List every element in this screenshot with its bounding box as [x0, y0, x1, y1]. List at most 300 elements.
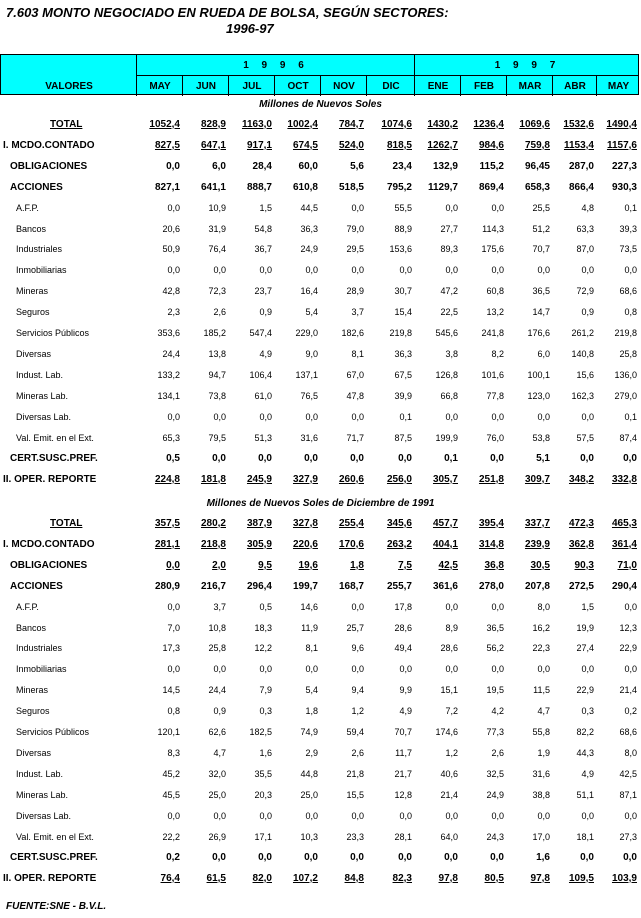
- cell-value: 9,4: [351, 685, 364, 695]
- title-line-2: 1996-97: [226, 21, 274, 36]
- cell-value: 55,8: [532, 727, 550, 737]
- cell-value: 296,4: [246, 581, 272, 592]
- table-row: [0, 685, 641, 701]
- cell-value: 27,3: [619, 832, 637, 842]
- cell-value: 0,0: [351, 412, 364, 422]
- cell-value: 395,4: [478, 518, 504, 529]
- cell-value: 0,0: [166, 161, 180, 172]
- row-label: Bancos: [16, 623, 47, 633]
- cell-value: 32,5: [486, 769, 504, 779]
- cell-value: 76,5: [300, 391, 318, 401]
- cell-value: 224,8: [154, 474, 180, 485]
- cell-value: 100,1: [527, 370, 550, 380]
- cell-value: 759,8: [524, 140, 550, 151]
- cell-value: 106,4: [249, 370, 272, 380]
- cell-value: 0,1: [444, 453, 458, 464]
- cell-value: 40,6: [440, 769, 458, 779]
- cell-value: 332,8: [611, 474, 637, 485]
- cell-value: 0,0: [213, 811, 226, 821]
- cell-value: 0,0: [624, 602, 637, 612]
- cell-value: 0,0: [213, 664, 226, 674]
- cell-value: 1262,7: [427, 140, 458, 151]
- cell-value: 35,5: [254, 769, 272, 779]
- table-row: [0, 286, 641, 302]
- cell-value: 8,0: [537, 602, 550, 612]
- cell-value: 115,2: [479, 161, 504, 172]
- cell-value: 3,8: [445, 349, 458, 359]
- cell-value: 0,0: [258, 852, 272, 863]
- cell-value: 0,0: [212, 453, 226, 464]
- cell-value: 140,8: [571, 349, 594, 359]
- cell-value: 0,5: [166, 453, 180, 464]
- cell-value: 60,0: [298, 161, 318, 172]
- table-row: [0, 581, 641, 597]
- cell-value: 827,1: [154, 182, 180, 193]
- cell-value: 245,9: [246, 474, 272, 485]
- table-row: [0, 474, 641, 490]
- cell-value: 24,3: [486, 832, 504, 842]
- table-row: [0, 832, 641, 848]
- cell-value: 0,0: [167, 265, 180, 275]
- table-row: [0, 602, 641, 618]
- cell-value: 23,4: [392, 161, 412, 172]
- cell-value: 174,6: [435, 727, 458, 737]
- table-row: [0, 852, 641, 868]
- cell-value: 56,2: [486, 643, 504, 653]
- month-header-nov: NOV: [333, 81, 355, 92]
- month-header-may: MAY: [149, 81, 171, 92]
- cell-value: 36,3: [300, 224, 318, 234]
- cell-value: 290,4: [611, 581, 637, 592]
- cell-value: 123,0: [527, 391, 550, 401]
- row-label: Servicios Públicos: [16, 727, 90, 737]
- cell-value: 70,7: [394, 727, 412, 737]
- cell-value: 0,0: [398, 453, 412, 464]
- cell-value: 272,5: [568, 581, 594, 592]
- cell-value: 103,9: [611, 873, 637, 884]
- cell-value: 65,3: [162, 433, 180, 443]
- cell-value: 0,0: [351, 664, 364, 674]
- cell-value: 28,1: [394, 832, 412, 842]
- cell-value: 0,0: [490, 453, 504, 464]
- cell-value: 353,6: [157, 328, 180, 338]
- cell-value: 28,9: [346, 286, 364, 296]
- cell-value: 15,1: [440, 685, 458, 695]
- row-label: A.F.P.: [16, 602, 39, 612]
- cell-value: 0,8: [624, 307, 637, 317]
- cell-value: 133,2: [157, 370, 180, 380]
- cell-value: 0,0: [491, 412, 504, 422]
- cell-value: 82,3: [392, 873, 412, 884]
- cell-value: 22,2: [162, 832, 180, 842]
- cell-value: 524,0: [338, 140, 364, 151]
- cell-value: 182,5: [249, 727, 272, 737]
- cell-value: 1074,6: [381, 119, 412, 130]
- month-header-feb: FEB: [474, 81, 494, 92]
- section-title: Millones de Nuevos Soles de Diciembre de 1991: [206, 498, 435, 509]
- cell-value: 0,0: [580, 852, 594, 863]
- cell-value: 28,4: [252, 161, 272, 172]
- cell-value: 869,4: [478, 182, 504, 193]
- cell-value: 1,9: [537, 748, 550, 758]
- cell-value: 387,9: [246, 518, 272, 529]
- cell-value: 4,2: [491, 706, 504, 716]
- table-row: [0, 539, 641, 555]
- cell-value: 24,9: [486, 790, 504, 800]
- cell-value: 14,6: [300, 602, 318, 612]
- cell-value: 0,0: [213, 412, 226, 422]
- row-label: CERT.SUSC.PREF.: [10, 453, 98, 464]
- row-label: ACCIONES: [10, 581, 63, 592]
- cell-value: 31,6: [532, 769, 550, 779]
- cell-value: 16,2: [532, 623, 550, 633]
- cell-value: 260,6: [338, 474, 364, 485]
- cell-value: 0,0: [166, 560, 180, 571]
- row-label: Diversas Lab.: [16, 412, 72, 422]
- table-header: [0, 54, 639, 95]
- cell-value: 545,6: [435, 328, 458, 338]
- cell-value: 0,1: [399, 412, 412, 422]
- cell-value: 4,9: [581, 769, 594, 779]
- row-label: Seguros: [16, 706, 50, 716]
- cell-value: 281,1: [154, 539, 180, 550]
- cell-value: 0,0: [305, 664, 318, 674]
- row-label: II. OPER. REPORTE: [3, 474, 97, 485]
- cell-value: 71,0: [617, 560, 637, 571]
- valores-header: VALORES: [45, 81, 93, 92]
- cell-value: 67,5: [394, 370, 412, 380]
- cell-value: 0,0: [624, 265, 637, 275]
- cell-value: 24,9: [300, 244, 318, 254]
- table-row: [0, 224, 641, 240]
- cell-value: 2,3: [167, 307, 180, 317]
- cell-value: 80,5: [484, 873, 504, 884]
- cell-value: 10,9: [208, 203, 226, 213]
- cell-value: 1430,2: [427, 119, 458, 130]
- cell-value: 0,0: [212, 852, 226, 863]
- table-row: [0, 433, 641, 449]
- cell-value: 14,5: [162, 685, 180, 695]
- cell-value: 120,1: [157, 727, 180, 737]
- cell-value: 2,0: [212, 560, 226, 571]
- cell-value: 0,5: [259, 602, 272, 612]
- table-row: [0, 412, 641, 428]
- cell-value: 42,5: [438, 560, 458, 571]
- cell-value: 38,8: [532, 790, 550, 800]
- cell-value: 0,0: [624, 664, 637, 674]
- cell-value: 22,3: [532, 643, 550, 653]
- cell-value: 53,8: [532, 433, 550, 443]
- cell-value: 82,0: [252, 873, 272, 884]
- cell-value: 0,0: [581, 664, 594, 674]
- row-label: Val. Emit. en el Ext.: [16, 433, 94, 443]
- cell-value: 25,0: [208, 790, 226, 800]
- row-label: Diversas Lab.: [16, 811, 72, 821]
- table-row: [0, 328, 641, 344]
- cell-value: 96,45: [524, 161, 550, 172]
- cell-value: 0,0: [167, 811, 180, 821]
- cell-value: 101,6: [481, 370, 504, 380]
- cell-value: 0,0: [491, 265, 504, 275]
- cell-value: 26,9: [208, 832, 226, 842]
- row-label: Diversas: [16, 748, 52, 758]
- cell-value: 22,5: [440, 307, 458, 317]
- row-label: Industriales: [16, 643, 63, 653]
- cell-value: 17,8: [394, 602, 412, 612]
- month-header-may: MAY: [607, 81, 630, 92]
- cell-value: 0,0: [537, 265, 550, 275]
- cell-value: 0,0: [581, 811, 594, 821]
- cell-value: 241,8: [481, 328, 504, 338]
- cell-value: 47,2: [440, 286, 458, 296]
- cell-value: 51,1: [576, 790, 594, 800]
- cell-value: 357,5: [154, 518, 180, 529]
- cell-value: 181,8: [200, 474, 226, 485]
- cell-value: 54,8: [254, 224, 272, 234]
- cell-value: 0,0: [167, 664, 180, 674]
- cell-value: 0,0: [445, 811, 458, 821]
- cell-value: 16,4: [300, 286, 318, 296]
- year-1996-header: 1 9 9 6: [243, 60, 309, 71]
- cell-value: 1129,7: [427, 182, 458, 193]
- cell-value: 1,6: [536, 852, 550, 863]
- cell-value: 185,2: [203, 328, 226, 338]
- cell-value: 4,9: [259, 349, 272, 359]
- cell-value: 0,0: [350, 453, 364, 464]
- cell-value: 1,5: [259, 203, 272, 213]
- cell-value: 15,6: [576, 370, 594, 380]
- cell-value: 32,0: [208, 769, 226, 779]
- cell-value: 24,4: [208, 685, 226, 695]
- table-row: [0, 643, 641, 659]
- cell-value: 930,3: [611, 182, 637, 193]
- row-label: OBLIGACIONES: [10, 161, 88, 172]
- cell-value: 0,0: [537, 664, 550, 674]
- cell-value: 6,0: [212, 161, 226, 172]
- cell-value: 216,7: [200, 581, 226, 592]
- cell-value: 641,1: [200, 182, 226, 193]
- cell-value: 345,6: [386, 518, 412, 529]
- cell-value: 97,8: [438, 873, 458, 884]
- cell-value: 256,0: [386, 474, 412, 485]
- cell-value: 314,8: [478, 539, 504, 550]
- cell-value: 14,7: [532, 307, 550, 317]
- row-label: II. OPER. REPORTE: [3, 873, 97, 884]
- cell-value: 76,0: [486, 433, 504, 443]
- cell-value: 23,7: [254, 286, 272, 296]
- cell-value: 2,9: [305, 748, 318, 758]
- cell-value: 1,6: [259, 748, 272, 758]
- cell-value: 0,3: [259, 706, 272, 716]
- cell-value: 42,8: [162, 286, 180, 296]
- cell-value: 87,1: [619, 790, 637, 800]
- cell-value: 255,7: [386, 581, 412, 592]
- cell-value: 11,9: [301, 623, 318, 633]
- cell-value: 219,8: [614, 328, 637, 338]
- cell-value: 0,0: [167, 203, 180, 213]
- cell-value: 7,9: [259, 685, 272, 695]
- cell-value: 45,5: [162, 790, 180, 800]
- cell-value: 77,3: [486, 727, 504, 737]
- cell-value: 39,9: [394, 391, 412, 401]
- row-label: Indust. Lab.: [16, 769, 64, 779]
- cell-value: 219,8: [389, 328, 412, 338]
- cell-value: 170,6: [338, 539, 364, 550]
- cell-value: 182,6: [341, 328, 364, 338]
- cell-value: 1532,6: [563, 119, 594, 130]
- cell-value: 4,7: [213, 748, 226, 758]
- cell-value: 68,6: [619, 286, 637, 296]
- cell-value: 0,0: [305, 412, 318, 422]
- cell-value: 0,0: [259, 664, 272, 674]
- cell-value: 2,6: [491, 748, 504, 758]
- cell-value: 361,4: [611, 539, 637, 550]
- cell-value: 79,5: [208, 433, 226, 443]
- row-label: Bancos: [16, 224, 47, 234]
- cell-value: 0,0: [490, 852, 504, 863]
- cell-value: 0,0: [398, 852, 412, 863]
- cell-value: 866,4: [568, 182, 594, 193]
- cell-value: 76,4: [208, 244, 226, 254]
- cell-value: 827,5: [154, 140, 180, 151]
- cell-value: 0,0: [350, 852, 364, 863]
- cell-value: 30,7: [394, 286, 412, 296]
- cell-value: 137,1: [295, 370, 318, 380]
- cell-value: 0,0: [491, 203, 504, 213]
- cell-value: 109,5: [568, 873, 594, 884]
- cell-value: 0,9: [213, 706, 226, 716]
- cell-value: 0,0: [580, 453, 594, 464]
- cell-value: 404,1: [432, 539, 458, 550]
- cell-value: 309,7: [524, 474, 550, 485]
- cell-value: 305,7: [432, 474, 458, 485]
- cell-value: 62,6: [208, 727, 226, 737]
- cell-value: 73,5: [619, 244, 637, 254]
- table-row: [0, 119, 641, 135]
- cell-value: 73,8: [208, 391, 226, 401]
- row-label: Mineras: [16, 685, 49, 695]
- row-label: A.F.P.: [16, 203, 39, 213]
- cell-value: 361,6: [432, 581, 458, 592]
- cell-value: 22,9: [576, 685, 594, 695]
- cell-value: 66,8: [440, 391, 458, 401]
- cell-value: 610,8: [292, 182, 318, 193]
- month-header-jul: JUL: [242, 81, 262, 92]
- cell-value: 0,0: [581, 265, 594, 275]
- cell-value: 0,0: [305, 265, 318, 275]
- month-header-ene: ENE: [427, 81, 449, 92]
- cell-value: 0,0: [623, 453, 637, 464]
- cell-value: 278,0: [478, 581, 504, 592]
- cell-value: 5,4: [305, 307, 318, 317]
- cell-value: 19,6: [298, 560, 318, 571]
- row-label: Diversas: [16, 349, 52, 359]
- row-label: I. MCDO.CONTADO: [3, 539, 95, 550]
- year-1997-header: 1 9 9 7: [494, 60, 561, 71]
- row-label: Val. Emit. en el Ext.: [16, 832, 94, 842]
- cell-value: 207,8: [524, 581, 550, 592]
- cell-value: 12,8: [394, 790, 412, 800]
- row-label: ACCIONES: [10, 182, 63, 193]
- cell-value: 136,0: [614, 370, 637, 380]
- section-title: Millones de Nuevos Soles: [259, 99, 382, 110]
- cell-value: 87,4: [619, 433, 637, 443]
- cell-value: 61,0: [254, 391, 272, 401]
- cell-value: 5,6: [350, 161, 364, 172]
- cell-value: 0,0: [304, 852, 318, 863]
- cell-value: 0,0: [259, 811, 272, 821]
- cell-value: 79,0: [346, 224, 364, 234]
- cell-value: 175,6: [481, 244, 504, 254]
- row-label: Inmobiliarias: [16, 265, 67, 275]
- cell-value: 44,5: [300, 203, 318, 213]
- cell-value: 0,0: [623, 852, 637, 863]
- cell-value: 13,2: [486, 307, 504, 317]
- table-row: [0, 748, 641, 764]
- table-row: [0, 161, 641, 177]
- cell-value: 60,8: [486, 286, 504, 296]
- cell-value: 21,7: [394, 769, 412, 779]
- cell-value: 218,8: [200, 539, 226, 550]
- cell-value: 0,0: [624, 811, 637, 821]
- cell-value: 0,0: [399, 811, 412, 821]
- table-row: [0, 182, 641, 198]
- cell-value: 917,1: [246, 140, 272, 151]
- cell-value: 199,7: [292, 581, 318, 592]
- cell-value: 107,2: [292, 873, 318, 884]
- cell-value: 10,8: [208, 623, 226, 633]
- cell-value: 0,0: [537, 412, 550, 422]
- cell-value: 68,6: [619, 727, 637, 737]
- cell-value: 27,4: [576, 643, 594, 653]
- cell-value: 22,9: [619, 643, 637, 653]
- cell-value: 251,8: [478, 474, 504, 485]
- cell-value: 20,6: [162, 224, 180, 234]
- table-row: [0, 873, 641, 889]
- table-row: [0, 453, 641, 469]
- cell-value: 8,1: [351, 349, 364, 359]
- cell-value: 15,4: [394, 307, 412, 317]
- cell-value: 51,2: [532, 224, 550, 234]
- table-row: [0, 244, 641, 260]
- table-row: [0, 518, 641, 534]
- cell-value: 0,0: [399, 664, 412, 674]
- cell-value: 51,3: [254, 433, 272, 443]
- cell-value: 7,2: [445, 706, 458, 716]
- cell-value: 70,7: [532, 244, 550, 254]
- cell-value: 255,4: [338, 518, 364, 529]
- cell-value: 45,2: [162, 769, 180, 779]
- cell-value: 89,3: [440, 244, 458, 254]
- cell-value: 8,3: [167, 748, 180, 758]
- cell-value: 55,5: [394, 203, 412, 213]
- cell-value: 1,8: [305, 706, 318, 716]
- cell-value: 87,5: [394, 433, 412, 443]
- cell-value: 61,5: [206, 873, 226, 884]
- cell-value: 63,3: [576, 224, 594, 234]
- row-label: Indust. Lab.: [16, 370, 64, 380]
- cell-value: 168,7: [338, 581, 364, 592]
- cell-value: 134,1: [157, 391, 180, 401]
- cell-value: 25,8: [619, 349, 637, 359]
- source-note: FUENTE:SNE - B.V.L.: [6, 901, 107, 912]
- cell-value: 1,2: [445, 748, 458, 758]
- header-divider: [137, 75, 638, 76]
- cell-value: 42,5: [619, 769, 637, 779]
- cell-value: 1052,4: [149, 119, 180, 130]
- table-row: [0, 790, 641, 806]
- cell-value: 0,0: [537, 811, 550, 821]
